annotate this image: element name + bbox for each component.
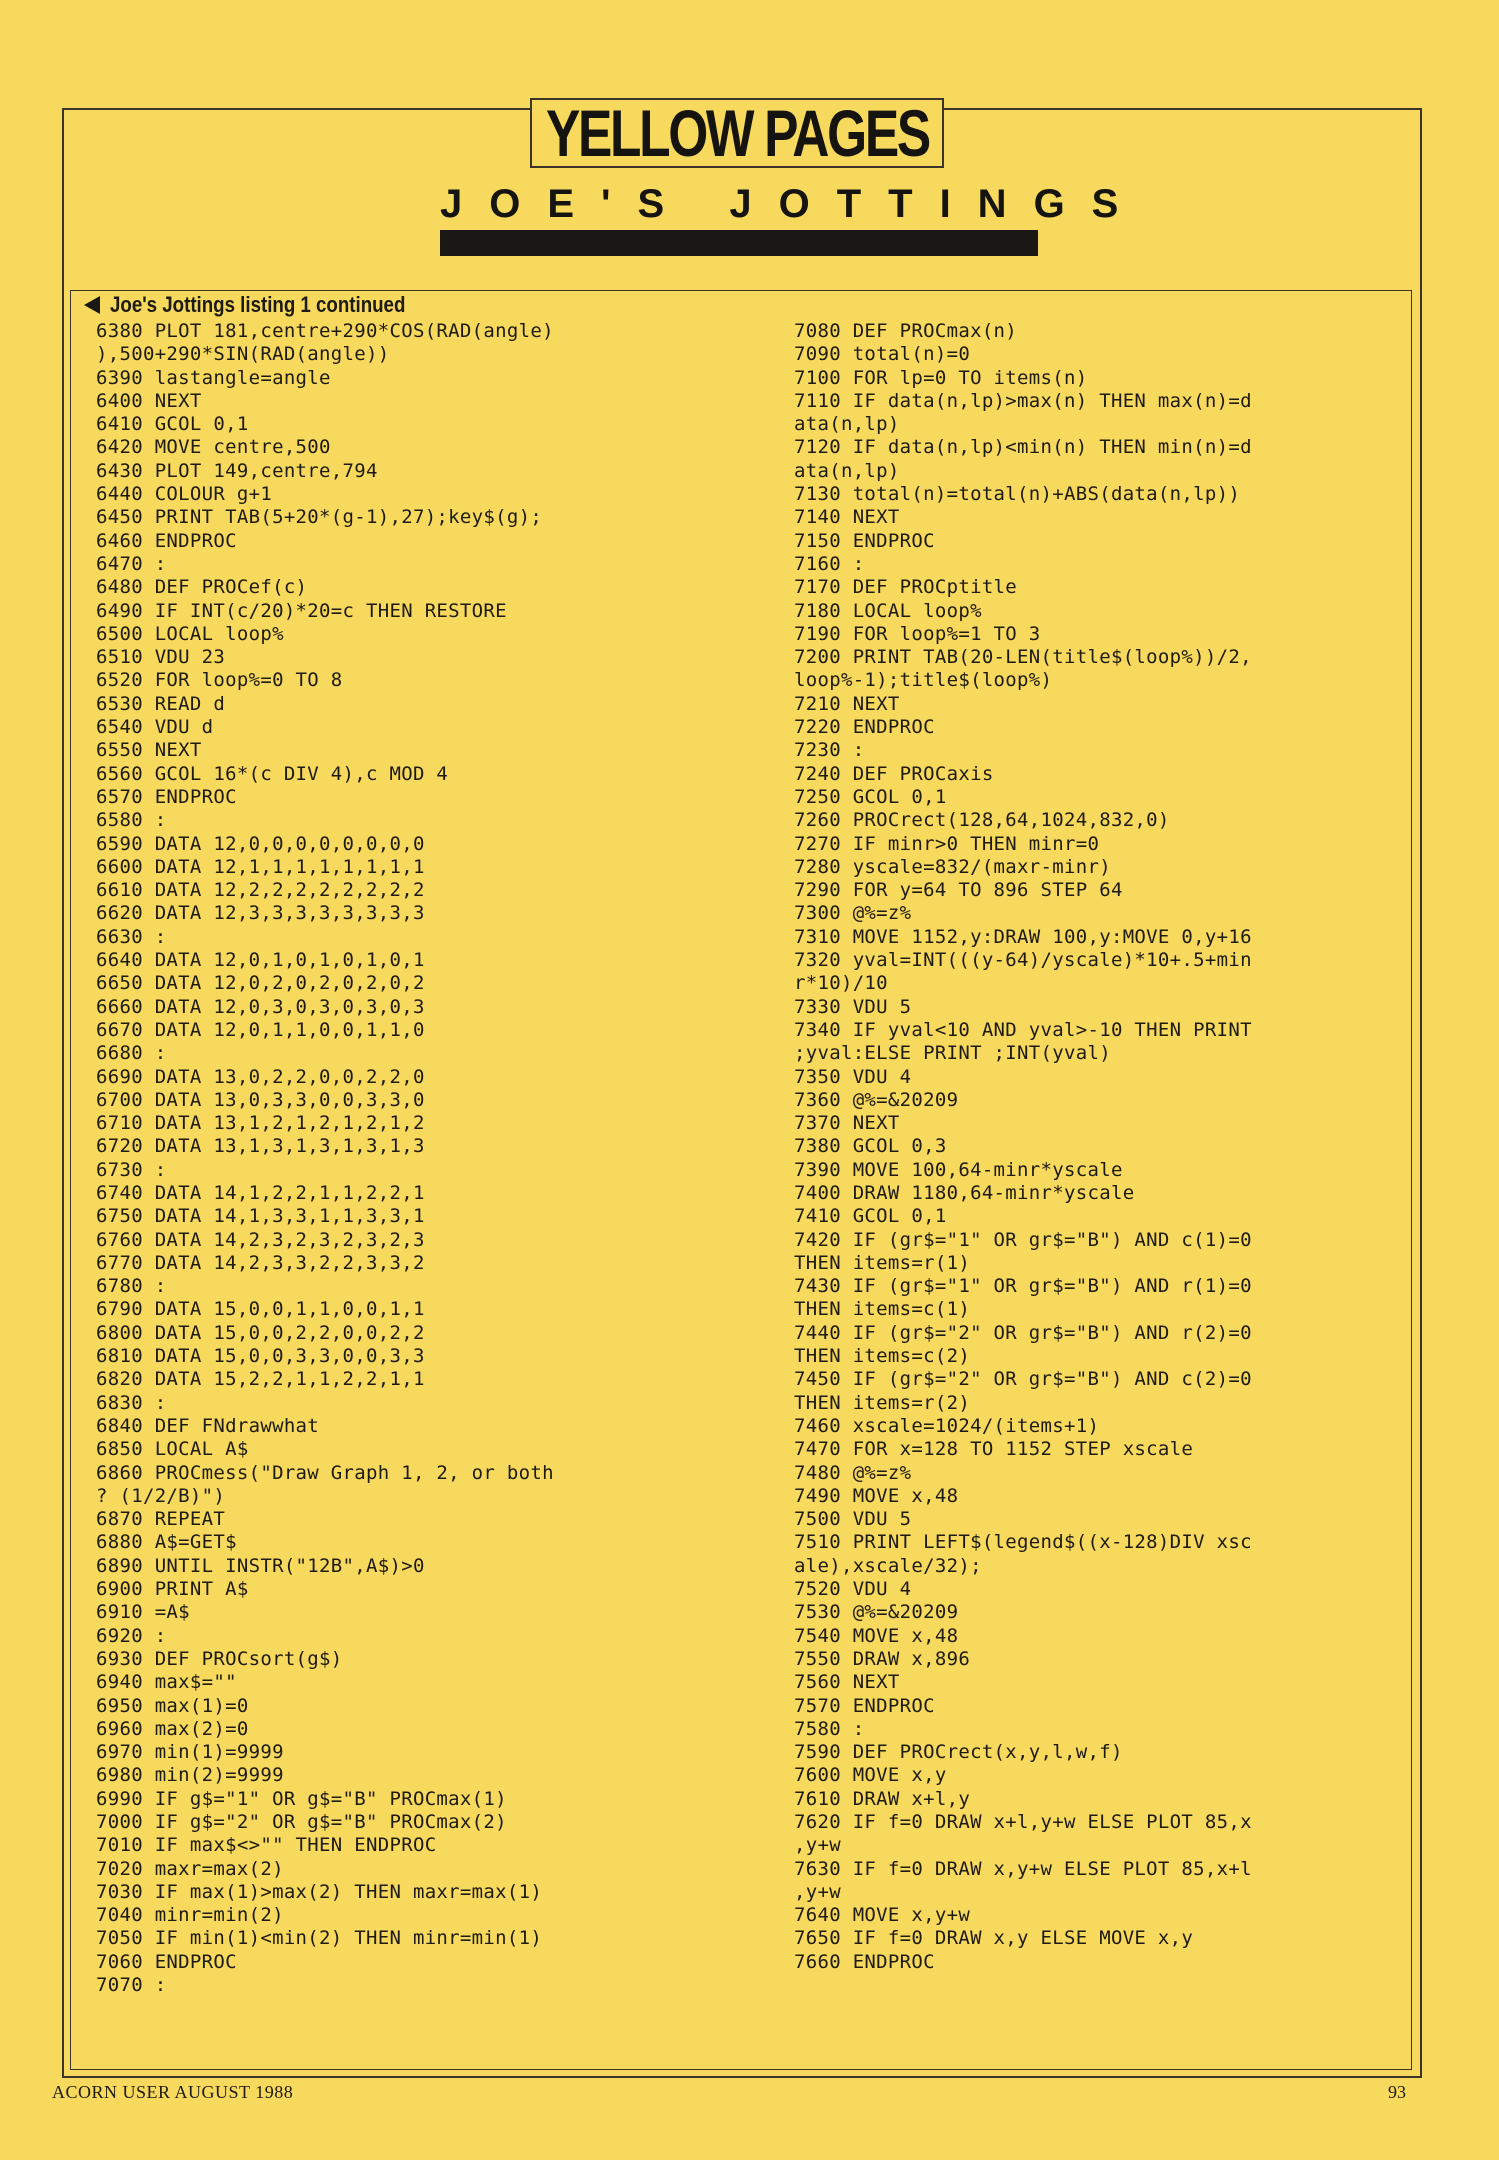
code-line: 6970 min(1)=9999: [96, 1741, 284, 1764]
code-line: 7650 IF f=0 DRAW x,y ELSE MOVE x,y: [794, 1927, 1194, 1950]
code-line: 7520 VDU 4: [794, 1578, 912, 1601]
code-line: 6380 PLOT 181,centre+290*COS(RAD(angle): [96, 320, 554, 342]
code-line: 6730 :: [96, 1158, 167, 1181]
code-line: 7490 MOVE x,48: [794, 1484, 959, 1507]
code-line: 6390 lastangle=angle: [96, 366, 331, 389]
code-line: 7260 PROCrect(128,64,1024,832,0): [794, 809, 1170, 832]
code-line: loop%-1);title$(loop%): [794, 669, 1053, 692]
section-subtitle: JOE'S JOTTINGS: [440, 182, 1146, 226]
code-line: 6880 A$=GET$: [96, 1531, 237, 1554]
code-line: 6720 DATA 13,1,3,1,3,1,3,1,3: [96, 1135, 425, 1158]
code-line: 7570 ENDPROC: [794, 1694, 935, 1717]
code-line: r*10)/10: [794, 972, 888, 995]
code-line: 6940 max$="": [96, 1671, 237, 1694]
code-line: 7250 GCOL 0,1: [794, 785, 947, 808]
code-line: 7170 DEF PROCptitle: [794, 576, 1018, 599]
code-line: 7090 total(n)=0: [794, 343, 971, 366]
code-line: 6480 DEF PROCef(c): [96, 576, 308, 599]
code-line: 7040 minr=min(2): [96, 1904, 284, 1927]
code-line: 7450 IF (gr$="2" OR gr$="B") AND c(2)=0: [794, 1368, 1252, 1391]
code-line: 6550 NEXT: [96, 739, 202, 762]
code-line: 7340 IF yval<10 AND yval>-10 THEN PRINT: [794, 1018, 1252, 1041]
code-line: 7050 IF min(1)<min(2) THEN minr=min(1): [96, 1927, 543, 1950]
code-line: 7000 IF g$="2" OR g$="B" PROCmax(2): [96, 1811, 507, 1833]
code-line: ,y+w: [794, 1834, 841, 1857]
code-line: 6870 REPEAT: [96, 1508, 226, 1531]
code-line: 6640 DATA 12,0,1,0,1,0,1,0,1: [96, 949, 425, 972]
code-line: 7610 DRAW x+l,y: [794, 1787, 971, 1810]
code-line: 6810 DATA 15,0,0,3,3,0,0,3,3: [96, 1345, 425, 1368]
code-line: 7630 IF f=0 DRAW x,y+w ELSE PLOT 85,x+l: [794, 1857, 1252, 1880]
code-line: 7180 LOCAL loop%: [794, 599, 982, 622]
code-line: 6470 :: [96, 552, 167, 575]
code-line: 7230 :: [794, 739, 865, 762]
code-line: 6610 DATA 12,2,2,2,2,2,2,2,2: [96, 879, 425, 902]
code-line: 7320 yval=INT(((y-64)/yscale)*10+.5+min: [794, 949, 1252, 972]
code-line: 7600 MOVE x,y: [794, 1764, 947, 1787]
code-line: 6400 NEXT: [96, 389, 202, 412]
code-line: 7440 IF (gr$="2" OR gr$="B") AND r(2)=0: [794, 1321, 1252, 1344]
code-line: 6790 DATA 15,0,0,1,1,0,0,1,1: [96, 1298, 425, 1321]
code-line: 6520 FOR loop%=0 TO 8: [96, 669, 343, 692]
code-line: 7660 ENDPROC: [794, 1950, 935, 1973]
code-line: 7400 DRAW 1180,64-minr*yscale: [794, 1181, 1135, 1204]
code-line: 7560 NEXT: [794, 1671, 900, 1694]
code-line: 6420 MOVE centre,500: [96, 436, 331, 459]
code-line: 7060 ENDPROC: [96, 1950, 237, 1973]
code-line: 6460 ENDPROC: [96, 529, 237, 552]
code-line: 6800 DATA 15,0,0,2,2,0,0,2,2: [96, 1321, 425, 1344]
publication-footer: ACORN USER AUGUST 1988: [52, 2082, 294, 2102]
code-line: 7110 IF data(n,lp)>max(n) THEN max(n)=d: [794, 389, 1252, 412]
code-line: ,y+w: [794, 1880, 841, 1903]
code-line: 6910 =A$: [96, 1601, 190, 1624]
code-line: 6620 DATA 12,3,3,3,3,3,3,3,3: [96, 902, 425, 925]
code-line: 6930 DEF PROCsort(g$): [96, 1647, 343, 1670]
code-line: ),500+290*SIN(RAD(angle)): [96, 343, 390, 366]
code-line: 7100 FOR lp=0 TO items(n): [794, 366, 1088, 389]
code-line: 6590 DATA 12,0,0,0,0,0,0,0,0: [96, 832, 425, 855]
code-line: 7290 FOR y=64 TO 896 STEP 64: [794, 879, 1123, 902]
code-line: 6570 ENDPROC: [96, 785, 237, 808]
code-line: 7010 IF max$<>"" THEN ENDPROC: [96, 1834, 437, 1857]
code-line: 6860 PROCmess("Draw Graph 1, 2, or both: [96, 1461, 554, 1484]
code-line: 7120 IF data(n,lp)<min(n) THEN min(n)=d: [794, 436, 1252, 459]
code-line: 6830 :: [96, 1391, 167, 1414]
code-line: 6960 max(2)=0: [96, 1717, 249, 1740]
code-line: 7070 :: [96, 1974, 167, 1997]
code-line: 6450 PRINT TAB(5+20*(g-1),27);key$(g);: [96, 506, 543, 529]
code-line: 7590 DEF PROCrect(x,y,l,w,f): [794, 1741, 1123, 1764]
code-line: 7280 yscale=832/(maxr-minr): [794, 855, 1111, 878]
code-line: 6490 IF INT(c/20)*20=c THEN RESTORE: [96, 599, 507, 622]
code-line: 7270 IF minr>0 THEN minr=0: [794, 832, 1100, 855]
code-line: 7030 IF max(1)>max(2) THEN maxr=max(1): [96, 1880, 543, 1903]
masthead-title: YELLOW PAGES: [545, 96, 929, 170]
code-line: 7240 DEF PROCaxis: [794, 762, 994, 785]
code-line: 7480 @%=z%: [794, 1461, 912, 1484]
code-line: 7210 NEXT: [794, 692, 900, 715]
code-line: 6700 DATA 13,0,3,3,0,0,3,3,0: [96, 1088, 425, 1111]
code-line: 6840 DEF FNdrawwhat: [96, 1414, 320, 1437]
code-line: 6710 DATA 13,1,2,1,2,1,2,1,2: [96, 1112, 425, 1135]
code-line: 7410 GCOL 0,1: [794, 1205, 947, 1228]
code-line: 7360 @%=&20209: [794, 1088, 959, 1111]
code-line: 7640 MOVE x,y+w: [794, 1904, 971, 1927]
code-line: 6820 DATA 15,2,2,1,1,2,2,1,1: [96, 1368, 425, 1391]
code-line: 6630 :: [96, 925, 167, 948]
code-line: 7080 DEF PROCmax(n): [794, 320, 1018, 342]
code-line: ale),xscale/32);: [794, 1554, 982, 1577]
code-line: 6900 PRINT A$: [96, 1578, 249, 1601]
code-line: THEN items=c(2): [794, 1345, 971, 1368]
code-line: ata(n,lp): [794, 413, 900, 436]
code-line: THEN items=c(1): [794, 1298, 971, 1321]
code-line: 6750 DATA 14,1,3,3,1,1,3,3,1: [96, 1205, 425, 1228]
code-line: 7500 VDU 5: [794, 1508, 912, 1531]
code-line: THEN items=r(2): [794, 1391, 971, 1414]
code-line: ;yval:ELSE PRINT ;INT(yval): [794, 1042, 1111, 1065]
code-line: 6510 VDU 23: [96, 646, 226, 669]
code-line: 7460 xscale=1024/(items+1): [794, 1414, 1100, 1437]
code-line: 7020 maxr=max(2): [96, 1857, 284, 1880]
code-line: 7160 :: [794, 552, 865, 575]
code-line: 6430 PLOT 149,centre,794: [96, 459, 378, 482]
code-line: 6650 DATA 12,0,2,0,2,0,2,0,2: [96, 972, 425, 995]
code-line: 6920 :: [96, 1624, 167, 1647]
subtitle-bar: [440, 230, 1038, 256]
code-line: 6500 LOCAL loop%: [96, 622, 284, 645]
code-line: 6410 GCOL 0,1: [96, 413, 249, 436]
code-line: 6770 DATA 14,2,3,3,2,2,3,3,2: [96, 1251, 425, 1274]
code-line: 6760 DATA 14,2,3,2,3,2,3,2,3: [96, 1228, 425, 1251]
code-line: 7430 IF (gr$="1" OR gr$="B") AND r(1)=0: [794, 1275, 1252, 1298]
code-line: 6440 COLOUR g+1: [96, 483, 273, 506]
code-line: 6990 IF g$="1" OR g$="B" PROCmax(1): [96, 1787, 507, 1810]
code-line: 6580 :: [96, 809, 167, 832]
code-line: 7350 VDU 4: [794, 1065, 912, 1088]
code-line: THEN items=r(1): [794, 1251, 971, 1274]
code-line: ? (1/2/B)"): [96, 1484, 226, 1507]
code-line: 7130 total(n)=total(n)+ABS(data(n,lp)): [794, 483, 1241, 506]
code-line: 6980 min(2)=9999: [96, 1764, 284, 1787]
code-line: ata(n,lp): [794, 459, 900, 482]
code-line: 6660 DATA 12,0,3,0,3,0,3,0,3: [96, 995, 425, 1018]
code-line: 7370 NEXT: [794, 1112, 900, 1135]
listing-title: Joe's Jottings listing 1 continued: [110, 292, 406, 317]
code-line: 7330 VDU 5: [794, 995, 912, 1018]
code-line: 7390 MOVE 100,64-minr*yscale: [794, 1158, 1123, 1181]
code-column-left: [96, 320, 554, 1997]
code-line: 7530 @%=&20209: [794, 1601, 959, 1624]
code-line: 6540 VDU d: [96, 716, 214, 739]
code-line: 6950 max(1)=0: [96, 1694, 249, 1717]
code-line: 7380 GCOL 0,3: [794, 1135, 947, 1158]
masthead-box: [530, 98, 944, 168]
code-line: 6670 DATA 12,0,1,1,0,0,1,1,0: [96, 1018, 425, 1041]
code-line: 7540 MOVE x,48: [794, 1624, 959, 1647]
code-line: 7220 ENDPROC: [794, 716, 935, 739]
listing-heading: [84, 290, 458, 320]
code-line: 6740 DATA 14,1,2,2,1,1,2,2,1: [96, 1181, 425, 1204]
code-line: 7420 IF (gr$="1" OR gr$="B") AND c(1)=0: [794, 1228, 1252, 1251]
code-line: 6530 READ d: [96, 692, 226, 715]
code-line: 7620 IF f=0 DRAW x+l,y+w ELSE PLOT 85,x: [794, 1811, 1252, 1833]
code-line: 7200 PRINT TAB(20-LEN(title$(loop%))/2,: [794, 646, 1252, 669]
code-line: 7580 :: [794, 1717, 865, 1740]
code-line: 6890 UNTIL INSTR("12B",A$)>0: [96, 1554, 425, 1577]
code-line: 6850 LOCAL A$: [96, 1438, 249, 1461]
code-line: 7150 ENDPROC: [794, 529, 935, 552]
triangle-left-icon: [84, 296, 100, 314]
code-line: 7510 PRINT LEFT$(legend$((x-128)DIV xsc: [794, 1531, 1252, 1554]
code-line: 7140 NEXT: [794, 506, 900, 529]
code-line: 7300 @%=z%: [794, 902, 912, 925]
code-line: 7190 FOR loop%=1 TO 3: [794, 622, 1041, 645]
code-line: 6690 DATA 13,0,2,2,0,0,2,2,0: [96, 1065, 425, 1088]
code-line: 7470 FOR x=128 TO 1152 STEP xscale: [794, 1438, 1194, 1461]
code-line: 6680 :: [96, 1042, 167, 1065]
code-line: 6560 GCOL 16*(c DIV 4),c MOD 4: [96, 762, 449, 785]
code-line: 7550 DRAW x,896: [794, 1647, 971, 1670]
code-line: 7310 MOVE 1152,y:DRAW 100,y:MOVE 0,y+16: [794, 925, 1252, 948]
code-line: 6600 DATA 12,1,1,1,1,1,1,1,1: [96, 855, 425, 878]
page-number: 93: [1388, 2082, 1406, 2102]
code-column-right: [794, 320, 1252, 1974]
code-line: 6780 :: [96, 1275, 167, 1298]
